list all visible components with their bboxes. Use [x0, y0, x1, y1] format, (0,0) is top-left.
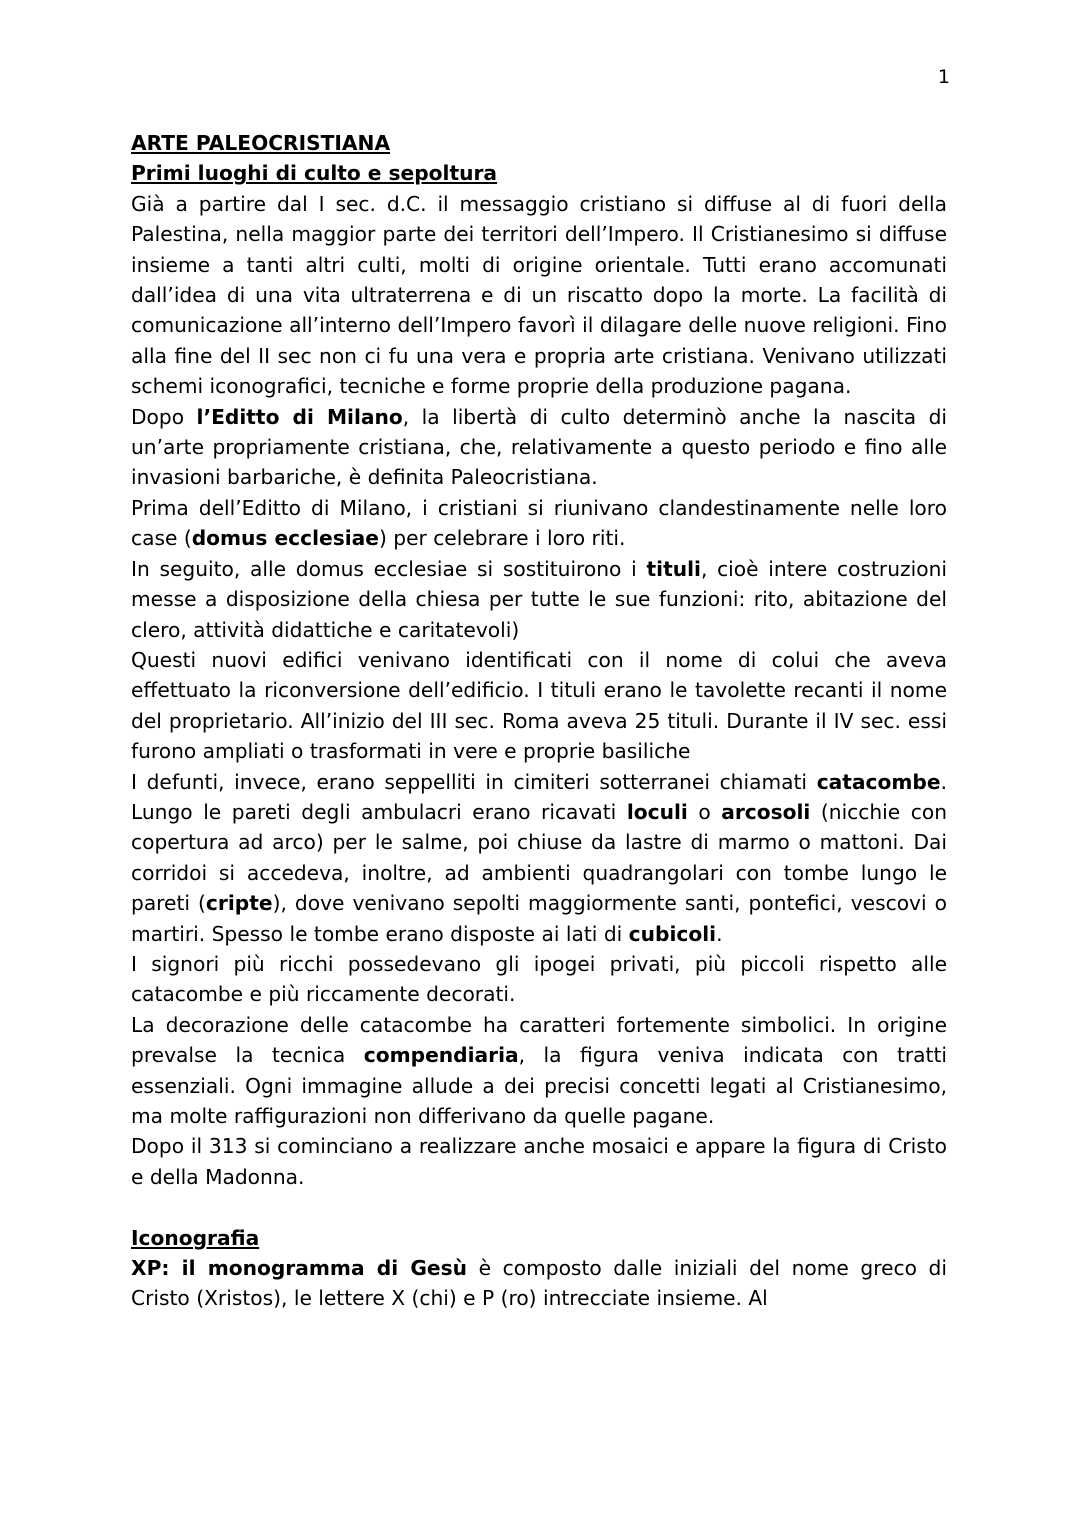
section-heading-iconografia: Iconografia — [131, 1225, 260, 1250]
text-run: I defunti, invece, erano seppelliti in cimiteri sotterranei chiamati — [131, 769, 817, 794]
paragraph-9: Dopo il 313 si cominciano a realizzare anche mosaici e appare la figura di Cristo e della Madonna. — [131, 1134, 947, 1189]
paragraph-10 — [131, 1253, 947, 1314]
text-run: In seguito, alle domus ecclesiae si sostituirono i — [131, 556, 647, 581]
paragraph-8 — [131, 1010, 947, 1132]
text-run: o — [687, 799, 722, 824]
bold-term: tituli — [646, 556, 701, 581]
text-run: . Lungo le pareti degli ambulacri erano ricavati — [131, 769, 947, 824]
text-run: ), dove venivano sepolti maggiormente santi, pontefici, vescovi o martiri. Spesso le tombe erano disposte ai lati di — [131, 891, 948, 946]
paragraph-7: I signori più ricchi possedevano gli ipogei privati, più piccoli rispetto alle catacombe e più riccamente decorati. — [131, 951, 947, 1007]
text-run: (nicchie con copertura ad arco) per le salme, poi chiuse da lastre di marmo o mattoni. Dai corridoi si accedeva, inoltre, ad ambienti quadrangolari con tombe lungo le pareti ( — [131, 799, 947, 916]
paragraph-4 — [131, 554, 947, 645]
document-body — [131, 128, 947, 1314]
paragraph-3 — [131, 493, 947, 554]
bold-term: compendiaria — [363, 1043, 519, 1068]
page-number: 1 — [937, 66, 950, 88]
blank-line — [131, 1192, 947, 1222]
text-run: , la figura veniva indicata con tratti essenziali. Ogni immagine allude a dei precisi concetti legati al Cristianesimo, ma molte raffigurazioni non differivano da quelle pagane. — [131, 1043, 947, 1128]
paragraph-2 — [131, 402, 947, 493]
text-run: è composto dalle iniziali del nome greco di Cristo (Xristos), le lettere X (chi) e P (ro) intrecciate insieme. Al — [131, 1256, 947, 1311]
bold-term: arcosoli — [721, 799, 811, 824]
text-run: , la libertà di culto determinò anche la nascita di un’arte propriamente cristiana, che, relativamente a questo periodo e fino alle invasioni barbariche, è definita Paleocristiana. — [131, 404, 948, 490]
paragraph-5: Questi nuovi edifici venivano identificati con il nome di colui che aveva effettuato la riconversione dell’edificio. I tituli erano le tavolette recanti il nome del proprietario. All’inizio del III sec. Roma aveva 25 tituli. Durante il IV sec. essi furono ampliati o trasformati in vere e proprie basiliche — [131, 647, 947, 764]
bold-term: catacombe — [816, 769, 941, 794]
text-run: . — [716, 921, 723, 946]
bold-term: XP: il monogramma di Gesù — [131, 1256, 468, 1281]
text-run: ) per celebrare i loro riti. — [378, 526, 626, 551]
bold-term: cubicoli — [628, 921, 717, 946]
paragraph-6 — [131, 767, 947, 949]
bold-term: domus ecclesiae — [191, 526, 379, 551]
bold-term: l’Editto di Milano — [196, 404, 403, 429]
bold-term: cripte — [205, 891, 273, 916]
document-title: ARTE PALEOCRISTIANA — [131, 131, 391, 155]
section-heading-primi-luoghi: Primi luoghi di culto e sepoltura — [131, 161, 498, 186]
bold-term: loculi — [626, 799, 688, 824]
paragraph-1: Già a partire dal I sec. d.C. il messaggio cristiano si diffuse al di fuori della Palestina, nella maggior parte dei territori dell’Impero. Il Cristianesimo si diffuse insieme a tanti altri culti, molti di origine orientale. Tutti erano accomunati dall’idea di una vita ultraterrena e di un riscatto dopo la morte. La facilità di comunicazione all’interno dell’Impero favorì il dilagare delle nuove religioni. Fino alla fine del II sec non ci fu una vera e propria arte cristiana. Venivano utilizzati schemi iconografici, tecniche e forme proprie della produzione pagana. — [131, 191, 947, 399]
text-run: Dopo — [131, 404, 197, 429]
text-run: Prima dell’Editto di Milano, i cristiani si riunivano clandestinamente nelle loro case ( — [131, 495, 947, 551]
text-run: , cioè intere costruzioni messe a disposizione della chiesa per tutte le sue funzioni: rito, abitazione del clero, attività didattiche e caritatevoli) — [131, 556, 947, 642]
text-run: La decorazione delle catacombe ha caratteri fortemente simbolici. In origine prevalse la tecnica — [131, 1012, 947, 1068]
